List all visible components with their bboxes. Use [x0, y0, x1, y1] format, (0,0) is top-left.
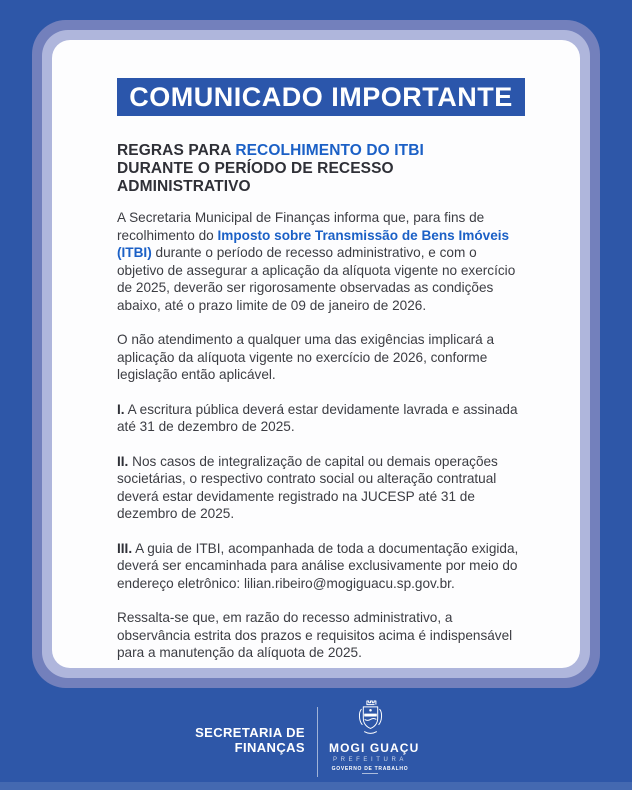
rule-1-numeral: I. — [117, 401, 125, 417]
footer — [0, 695, 632, 782]
city-name: MOGI GUAÇU — [329, 741, 420, 755]
paragraph-intro — [117, 209, 525, 314]
banner-title: COMUNICADO IMPORTANTE — [129, 81, 513, 112]
department-name — [195, 725, 305, 755]
heading-line1-blue: RECOLHIMENTO DO ITBI — [235, 142, 424, 159]
heading-line-2: DURANTE O PERÍODO DE RECESSO ADMINISTRATIVO — [117, 160, 394, 195]
paragraph-closing: Ressalta-se que, em razão do recesso administrativo, a observância estrita dos prazos e requisitos acima é indispensável para a manutenção da alíquota de 2025. — [117, 610, 513, 660]
department-line-2: FINANÇAS — [234, 740, 305, 755]
card-border-inner — [42, 30, 590, 678]
department-line-1: SECRETARIA DE — [195, 725, 305, 740]
intro-text-after: durante o período de recesso administrativo, e com o objetivo de assegurar a aplicação da alíquota vigente no exercício de 2025, deverão ser rigorosamente observadas as condições abaixo, até o prazo limite de 09 de janeiro de 2026. — [117, 245, 516, 313]
rule-item-1 — [117, 401, 525, 436]
rule-item-2 — [117, 453, 525, 523]
heading-line-1 — [117, 142, 525, 160]
card-border-outer — [32, 20, 600, 688]
notice-heading — [117, 142, 525, 196]
footer-divider — [317, 707, 318, 777]
rule-2-numeral: II. — [117, 453, 129, 469]
heading-line1-dark: REGRAS PARA — [117, 142, 236, 159]
coat-of-arms-icon — [357, 698, 384, 740]
paragraph-warning: O não atendimento a qualquer uma das exigências implicará a aplicação da alíquota vigente no exercício de 2026, conforme legislação então aplicável. — [117, 332, 495, 382]
email-address: lilian.ribeiro@mogiguacu.sp.gov.br — [243, 575, 451, 591]
rule-1-text: A escritura pública deverá estar devidamente lavrada e assinada até 31 de dezembro de 2025. — [117, 401, 518, 434]
slogan-rule — [362, 773, 378, 774]
notice-body — [117, 209, 525, 662]
notice-card — [52, 40, 580, 668]
rule-2-text: Nos casos de integralização de capital ou demais operações societárias, o respectivo contrato social ou alteração contratual deverá estar devidamente registrado na JUCESP até 31 de dezembro de 2025. — [117, 453, 498, 521]
city-slogan: GOVERNO DE TRABALHO — [331, 766, 409, 772]
city-logo — [329, 698, 420, 774]
bottom-accent-strip — [0, 782, 632, 790]
rule-3-numeral: III. — [117, 540, 133, 556]
intro-text-before: A Secretaria Municipal de Finanças informa que, para fins de recolhimento do — [117, 210, 485, 243]
rule-3-text-before: A guia de ITBI, acompanhada de toda a documentação exigida, deverá ser encaminhada para análise exclusivamente por meio do endereço eletrônico: — [117, 540, 519, 591]
intro-highlight-itbi: Imposto sobre Transmissão de Bens Imóveis (ITBI) — [117, 227, 510, 260]
banner — [117, 78, 525, 116]
rule-item-3 — [117, 540, 525, 593]
rule-3-text-after: . — [450, 575, 455, 591]
city-subtitle: PREFEITURA — [332, 757, 407, 763]
